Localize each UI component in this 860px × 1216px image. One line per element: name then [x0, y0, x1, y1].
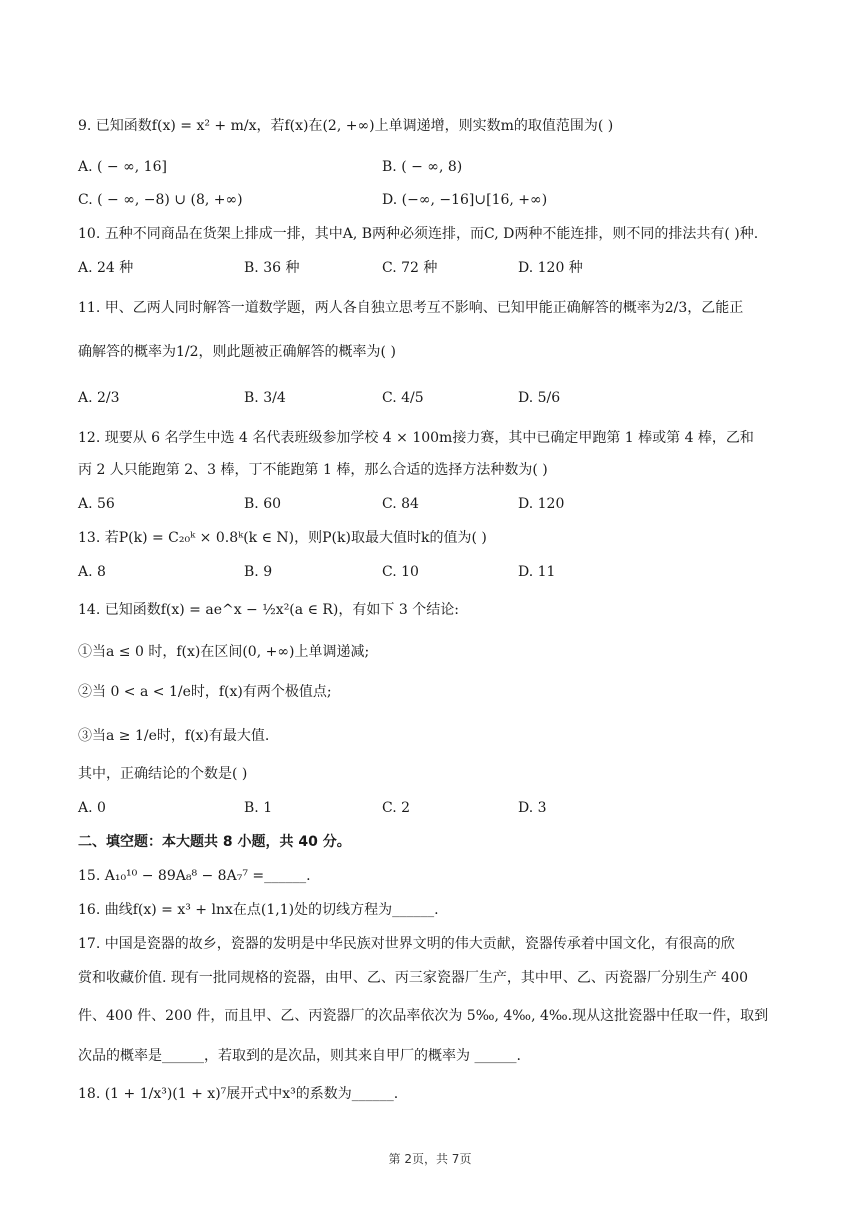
question-11-stem-line-2: 确解答的概率为1/2，则此题被正确解答的概率为( ) [78, 344, 396, 360]
question-17-line-4: 次品的概率是______，若取到的是次品，则其来自甲厂的概率为 ______. [78, 1048, 521, 1064]
question-14-statement-2: ②当 0 < a < 1/e时，f(x)有两个极值点; [78, 684, 332, 700]
question-14-prompt: 其中，正确结论的个数是( ) [78, 766, 248, 782]
question-12-option-a: A. 56 [78, 496, 115, 512]
question-14-option-c: C. 2 [382, 800, 411, 816]
question-14-option-b: B. 1 [244, 800, 273, 816]
question-12-option-c: C. 84 [382, 496, 419, 512]
question-10-option-d: D. 120 种 [518, 260, 583, 276]
question-9-option-c: C. ( − ∞, −8) ∪ (8, +∞) [78, 192, 243, 208]
question-14-statement-3: ③当a ≥ 1/e时，f(x)有最大值. [78, 728, 270, 744]
question-11-option-c: C. 4/5 [382, 390, 424, 406]
question-9-option-b: B. ( − ∞, 8) [382, 159, 463, 175]
question-10-option-b: B. 36 种 [244, 260, 300, 276]
question-11-option-b: B. 3/4 [244, 390, 286, 406]
question-10-option-a: A. 24 种 [78, 260, 134, 276]
question-12-option-b: B. 60 [244, 496, 282, 512]
question-10-stem: 10. 五种不同商品在货架上排成一排，其中A, B两种必须连排，而C, D两种不能连排，则不同的排法共有( )种. [78, 226, 759, 242]
question-12-option-d: D. 120 [518, 496, 565, 512]
page-number-footer: 第 2页，共 7页 [388, 1152, 472, 1166]
question-17-line-3: 件、400 件、200 件，而且甲、乙、丙瓷器厂的次品率依次为 5‰, 4‰, 4‰.现从这批瓷器中任取一件，取到 [78, 1008, 769, 1024]
question-14-stem-line-1: 14. 已知函数f(x) = ae^x − ½x²(a ∈ R)，有如下 3 个结论: [78, 602, 459, 618]
question-12-stem-line-2: 丙 2 人只能跑第 2、3 棒，丁不能跑第 1 棒，那么合适的选择方法种数为( ) [78, 462, 548, 478]
question-13-option-a: A. 8 [78, 564, 106, 580]
question-9-option-a: A. ( − ∞, 16] [78, 159, 167, 175]
question-14-option-a: A. 0 [78, 800, 106, 816]
question-13-stem: 13. 若P(k) = C₂₀ᵏ × 0.8ᵏ(k ∈ N)，则P(k)取最大值时k的值为( ) [78, 530, 487, 546]
question-16: 16. 曲线f(x) = x³ + lnx在点(1,1)处的切线方程为______. [78, 902, 439, 918]
section-heading-fill-in: 二、填空题：本大题共 8 小题，共 40 分。 [78, 834, 351, 850]
question-9-option-d: D. (−∞, −16]∪[16, +∞) [382, 192, 548, 208]
question-15: 15. A₁₀¹⁰ − 89A₈⁸ − 8A₇⁷ =______. [78, 868, 311, 884]
question-17-line-2: 赏和收藏价值. 现有一批同规格的瓷器，由甲、乙、丙三家瓷器厂生产，其中甲、乙、丙瓷器厂分别生产 400 [78, 970, 749, 986]
question-14-option-d: D. 3 [518, 800, 547, 816]
question-17-line-1: 17. 中国是瓷器的故乡，瓷器的发明是中华民族对世界文明的伟大贡献，瓷器传承着中国文化，有很高的欣 [78, 936, 735, 952]
question-11-option-a: A. 2/3 [78, 390, 120, 406]
question-13-option-b: B. 9 [244, 564, 273, 580]
question-11-option-d: D. 5/6 [518, 390, 561, 406]
question-14-statement-1: ①当a ≤ 0 时，f(x)在区间(0, +∞)上单调递减; [78, 644, 370, 660]
question-12-stem-line-1: 12. 现要从 6 名学生中选 4 名代表班级参加学校 4 × 100m接力赛，其中已确定甲跑第 1 棒或第 4 棒，乙和 [78, 430, 754, 446]
question-10-option-c: C. 72 种 [382, 260, 438, 276]
question-13-option-c: C. 10 [382, 564, 419, 580]
question-13-option-d: D. 11 [518, 564, 556, 580]
question-11-stem-line-1: 11. 甲、乙两人同时解答一道数学题，两人各自独立思考互不影响、已知甲能正确解答的概率为2/3，乙能正 [78, 300, 744, 316]
question-18: 18. (1 + 1/x³)(1 + x)⁷展开式中x³的系数为______. [78, 1086, 399, 1102]
question-9-stem: 9. 已知函数f(x) = x² + m/x，若f(x)在(2, +∞)上单调递增，则实数m的取值范围为( ) [78, 118, 614, 134]
